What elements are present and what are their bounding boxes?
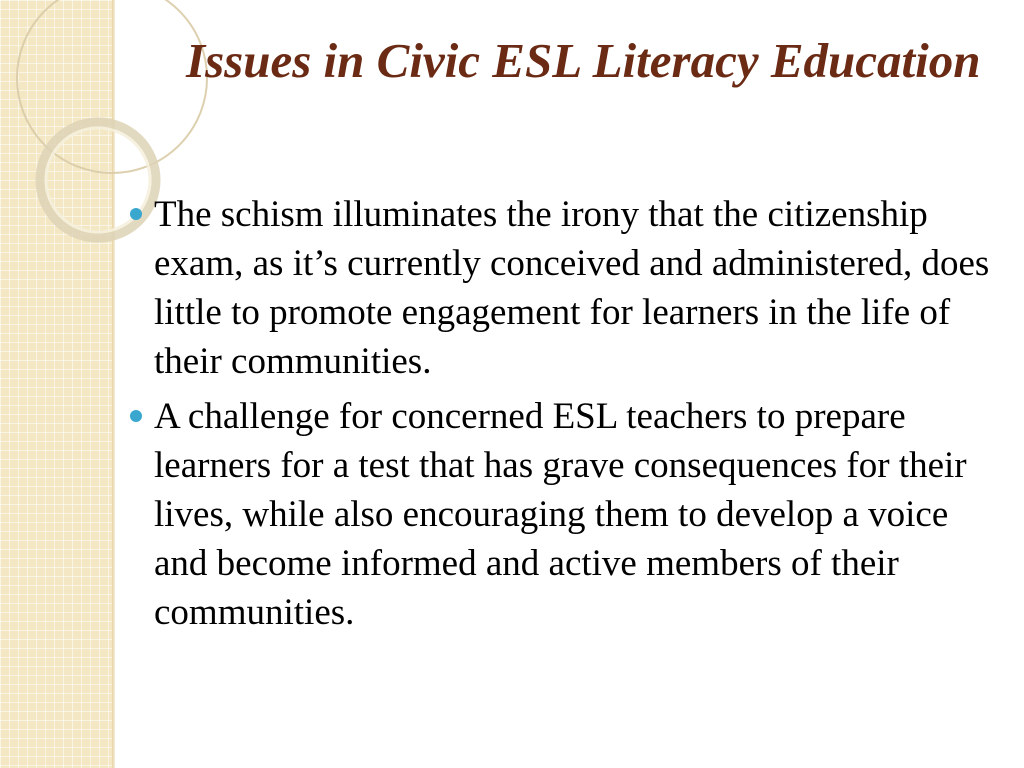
bullet-text: A challenge for concerned ESL teachers to prepare learners for a test that has grave consequences for their lives, while also encouraging them to develop a voice and become informed and active members of their communities. — [154, 396, 967, 633]
bullet-icon — [130, 410, 142, 422]
bullet-list — [126, 190, 1006, 643]
bullet-text: The schism illuminates the irony that the citizenship exam, as it’s currently conceived and administered, does little to promote engagement for learners in the life of their communities. — [154, 194, 990, 382]
bullet-item — [126, 190, 1006, 386]
slide-title: Issues in Civic ESL Literacy Education — [186, 33, 981, 88]
bullet-item — [126, 392, 1006, 637]
bullet-icon — [130, 208, 142, 220]
